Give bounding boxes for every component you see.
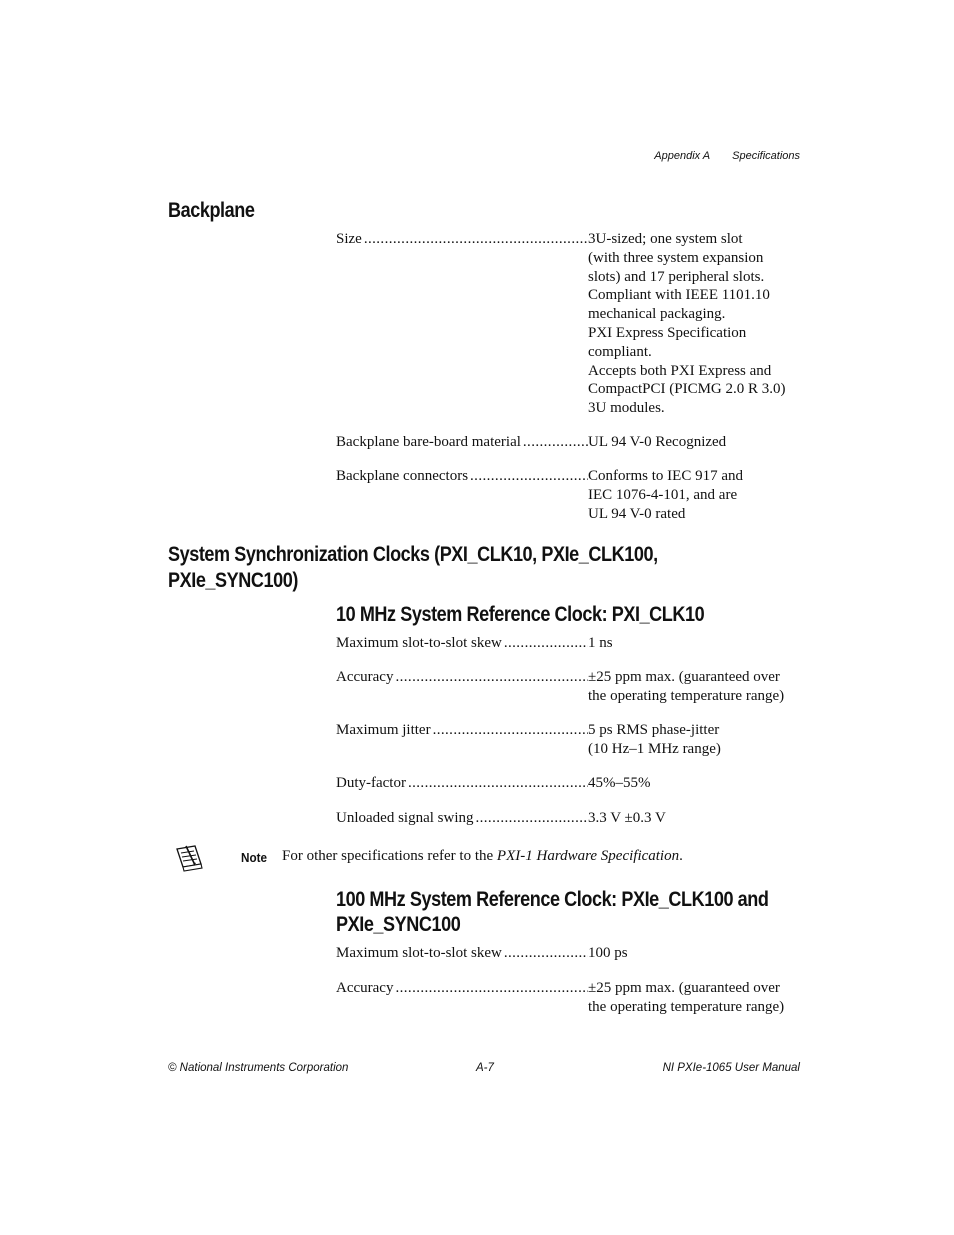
spec-value: 3.3 V ±0.3 V [588,810,666,826]
spec-backplane-connectors [336,467,806,523]
spec-clk100-accuracy [336,979,806,1017]
note-text: For other specifications refer to the PXI-1 Hardware Specification. [282,848,683,864]
spec-label: Backplane connectors [336,468,469,484]
spec-label: Size [336,231,362,247]
spec-label: Maximum slot-to-slot skew [336,945,502,961]
spec-bare-board-material [336,433,806,452]
note-doc-reference: PXI-1 Hardware Specification [496,848,680,864]
spec-label: Duty-factor [336,775,406,791]
spec-clk10-jitter [336,721,806,759]
footer-manual-title: NI PXIe-1065 User Manual [662,1062,800,1074]
footer-copyright: © National Instruments Corporation [168,1062,349,1074]
spec-value: ±25 ppm max. (guaranteed over the operating temperature range) [588,980,785,1015]
spec-label: Unloaded signal swing [336,810,474,826]
spec-value: Conforms to IEC 917 and IEC 1076-4-101, and are UL 94 V-0 rated [588,468,743,522]
spec-value: ±25 ppm max. (guaranteed over the operating temperature range) [588,669,785,704]
spec-clk10-signal-swing [336,809,806,828]
spec-clk100-skew [336,944,806,963]
running-head [654,150,800,162]
spec-clk10-skew [336,634,806,653]
heading-backplane: Backplane [168,199,255,222]
spec-value: 1 ns [588,635,613,651]
spec-clk10-duty-factor [336,774,806,793]
footer-page-number: A-7 [476,1062,494,1074]
spec-value: UL 94 V-0 Recognized [588,434,727,450]
spec-label: Accuracy [336,669,394,685]
heading-clk100: 100 MHz System Reference Clock: PXIe_CLK100 and PXIe_SYNC100 [336,888,769,936]
spec-label: Maximum slot-to-slot skew [336,635,502,651]
running-head-appendix: Appendix A [654,150,711,162]
spec-value: 3U-sized; one system slot (with three system expansion slots) and 17 peripheral slots. Compliant with IEEE 1101.10 mechanical packaging. PXI Express Specification compliant. Accepts both PXI Express and CompactPCI (PICMG 2.0 R 3.0) 3U modules. [588,231,786,417]
note-icon [172,843,206,873]
heading-sync-clocks: System Synchronization Clocks (PXI_CLK10, PXIe_CLK100, PXIe_SYNC100) [168,543,658,592]
spec-value: 5 ps RMS phase-jitter (10 Hz–1 MHz range) [588,722,721,757]
spec-value: 100 ps [588,945,628,961]
note-label: Note [241,850,268,865]
spec-value: 45%–55% [588,775,651,791]
spec-label: Accuracy [336,980,394,996]
spec-clk10-accuracy [336,668,806,706]
spec-size [336,230,806,418]
spec-label: Backplane bare-board material [336,434,521,450]
heading-clk10: 10 MHz System Reference Clock: PXI_CLK10 [336,603,705,626]
running-head-section: Specifications [732,150,800,162]
spec-label: Maximum jitter [336,722,431,738]
